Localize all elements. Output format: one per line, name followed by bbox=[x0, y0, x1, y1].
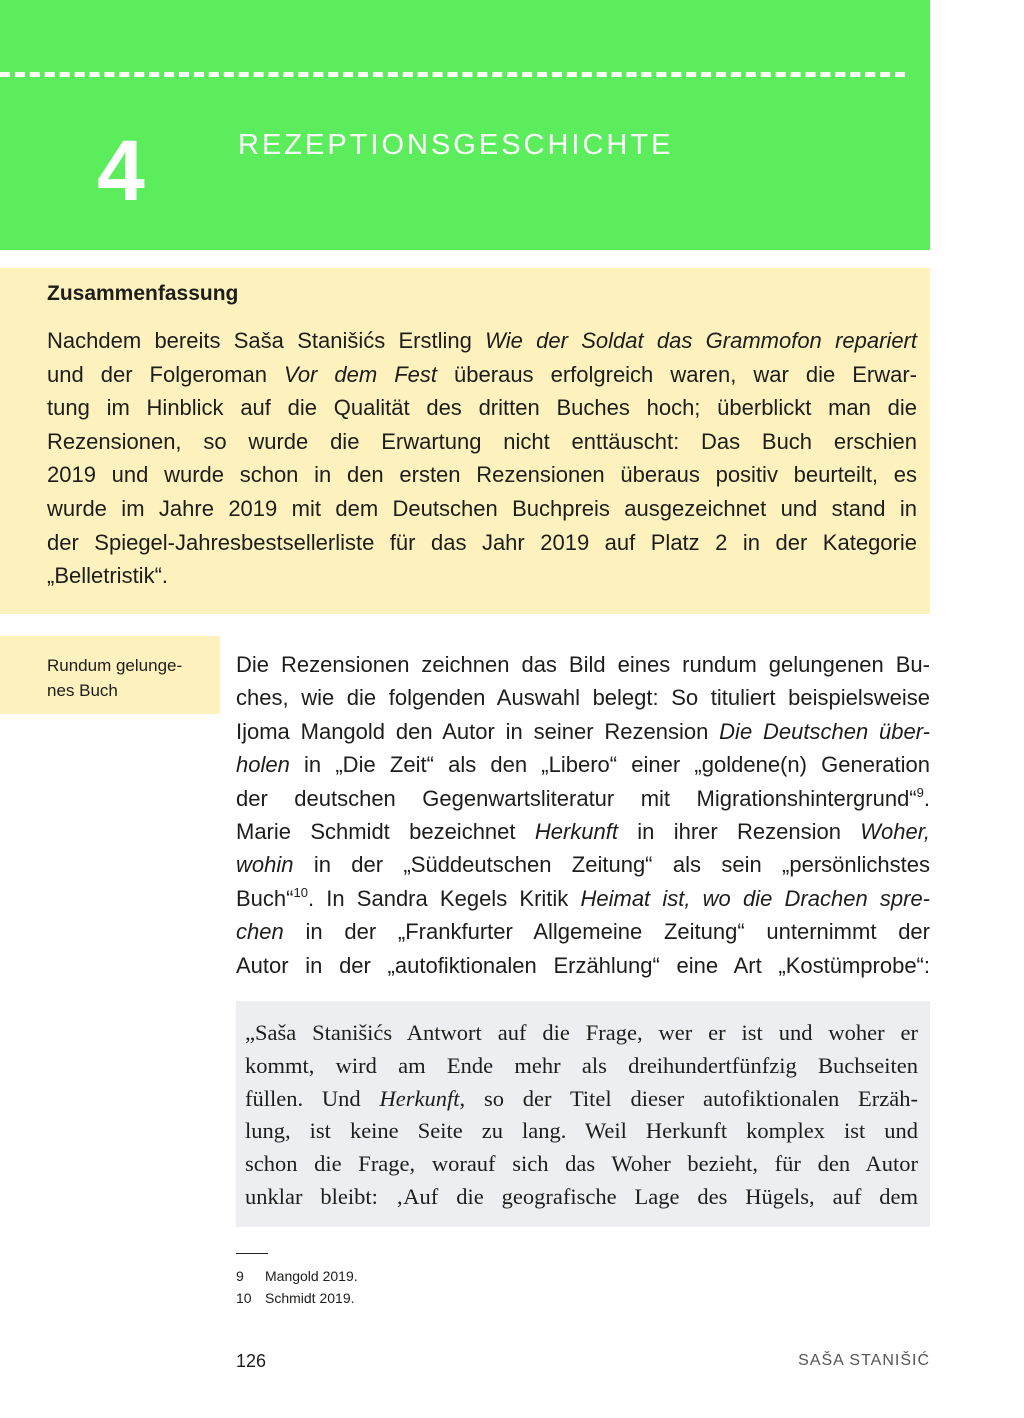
summary-line: wurde im Jahre 2019 mit dem Deutschen Buchpreis ausgezeichnet und stand in bbox=[47, 495, 917, 521]
summary-line: der Spiegel-Jahresbestsellerliste für das Jahr 2019 auf Platz 2 in der Kategorie bbox=[47, 529, 917, 555]
header-dashed-line bbox=[0, 72, 905, 77]
running-head: SAŠA STANIŠIĆ bbox=[798, 1352, 930, 1369]
body-line: Autor in der „autofiktionalen Erzählung“ eine Art „Kostümprobe“: bbox=[236, 952, 930, 978]
body-paragraph bbox=[236, 648, 930, 982]
body-line: wohin in der „Süddeutschen Zeitung“ als sein „persönlichstes bbox=[236, 852, 930, 878]
body-line: Marie Schmidt bezeichnet Herkunft in ihrer Rezension Woher, bbox=[236, 819, 930, 845]
body-line: holen in „Die Zeit“ als den „Libero“ einer „goldene(n) Generation bbox=[236, 752, 930, 778]
body-line: Buch“$^{10}$. In Sandra Kegels Kritik Heimat ist, wo die Drachen spre- bbox=[236, 884, 931, 911]
margin-note-line: Rundum gelunge- bbox=[47, 656, 183, 675]
margin-note bbox=[47, 653, 217, 703]
footnote-number: 10 bbox=[236, 1290, 252, 1306]
body-line: ches, wie die folgenden Auswahl belegt: So tituliert beispielsweise bbox=[236, 685, 930, 711]
body-line: Ijoma Mangold den Autor in seiner Rezension Die Deutschen über- bbox=[236, 718, 931, 744]
footnote bbox=[236, 1290, 355, 1307]
chapter-number: 4 bbox=[97, 123, 145, 219]
quote-line: schon die Frage, worauf sich das Woher bezieht, für den Autor bbox=[245, 1151, 918, 1177]
quote-line: „Saša Stanišićs Antwort auf die Frage, wer er ist und woher er bbox=[245, 1020, 918, 1045]
quote-line: lung, ist keine Seite zu lang. Weil Herkunft komplex ist und bbox=[245, 1118, 918, 1144]
footnote-divider bbox=[236, 1253, 268, 1254]
page-number: 126 bbox=[236, 1351, 267, 1371]
summary-text bbox=[47, 324, 917, 593]
footnote-text: Schmidt 2019. bbox=[265, 1290, 355, 1306]
footnote-ref: 9 bbox=[916, 784, 924, 800]
body-line: Die Rezensionen zeichnen das Bild eines rundum gelungenen Bu- bbox=[236, 652, 930, 677]
quote-line: unklar bleibt: ‚Auf die geografische Lage des Hügels, auf dem bbox=[245, 1183, 918, 1209]
quote-line: kommt, wird am Ende mehr als dreihundertfünfzig Buchseiten bbox=[245, 1052, 918, 1078]
quote-text bbox=[245, 1017, 918, 1214]
quote-line: füllen. Und Herkunft, so der Titel dieser autofiktionalen Erzäh- bbox=[245, 1085, 918, 1111]
footnote-ref: 10 bbox=[293, 884, 308, 900]
chapter-title: REZEPTIONSGESCHICHTE bbox=[238, 129, 674, 161]
summary-title: Zusammenfassung bbox=[47, 282, 239, 305]
footnote-number: 9 bbox=[236, 1268, 244, 1284]
summary-line: 2019 und wurde schon in den ersten Rezensionen überaus positiv beurteilt, es bbox=[47, 462, 917, 488]
footnote-text: Mangold 2019. bbox=[265, 1268, 358, 1284]
summary-line: tung im Hinblick auf die Qualität des dritten Buches hoch; überblickt man die bbox=[47, 395, 917, 421]
summary-line: „Belletristik“. bbox=[47, 563, 169, 589]
summary-line: Rezensionen, so wurde die Erwartung nicht enttäuscht: Das Buch erschien bbox=[47, 428, 917, 454]
margin-note-line: nes Buch bbox=[47, 681, 118, 700]
body-line: chen in der „Frankfurter Allgemeine Zeitung“ unternimmt der bbox=[236, 919, 930, 945]
summary-line: und der Folgeroman Vor dem Fest überaus erfolgreich waren, war die Erwar- bbox=[47, 361, 918, 387]
body-line: der deutschen Gegenwartsliteratur mit Migrationshintergrund“$^9$. bbox=[236, 784, 930, 811]
footnote bbox=[236, 1268, 358, 1285]
summary-line: Nachdem bereits Saša Stanišićs Erstling Wie der Soldat das Grammofon repariert bbox=[47, 328, 917, 353]
